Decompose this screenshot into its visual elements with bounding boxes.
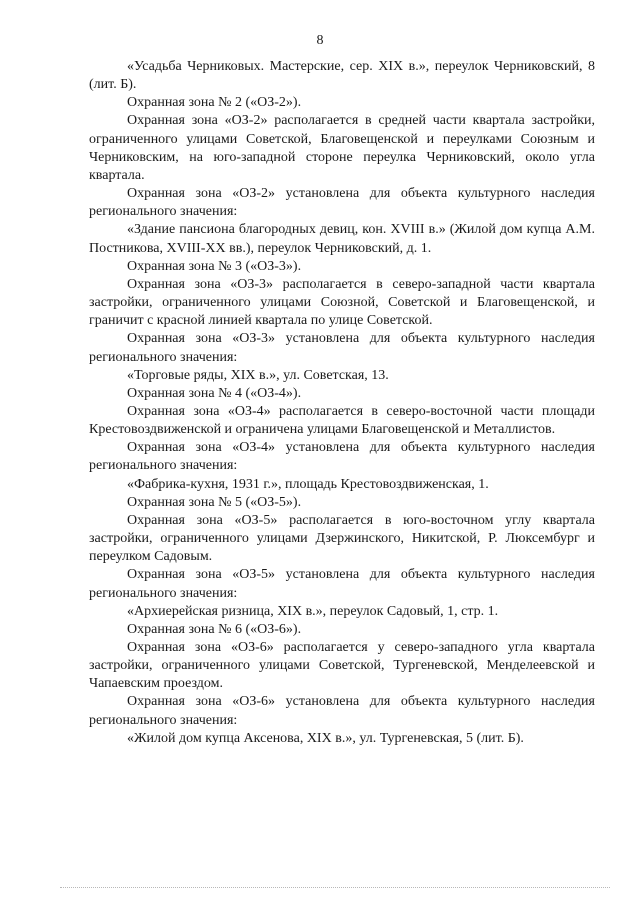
scan-artifact-line: [60, 887, 610, 890]
paragraph: Охранная зона «ОЗ-3» располагается в северо-западной части квартала застройки, ограниченного улицами Союзной, Советской и Благовещенской, и граничит с красной линией квартала по улице Советской.: [89, 276, 595, 329]
paragraph: Охранная зона «ОЗ-6» располагается у северо-западного угла квартала застройки, ограниченного улицами Советской, Тургеневской, Менделеевской и Чапаевским проездом.: [89, 640, 595, 692]
paragraph: Охранная зона № 5 («ОЗ-5»).: [127, 494, 302, 510]
paragraph: «Жилой дом купца Аксенова, XIX в.», ул. Тургеневская, 5 (лит. Б).: [127, 730, 524, 746]
paragraph: Охранная зона «ОЗ-4» располагается в северо-восточной части площади Крестовоздвиженской и ограничена улицами Благовещенской и Металлистов.: [89, 403, 595, 438]
paragraph: Охранная зона «ОЗ-3» установлена для объекта культурного наследия регионального значения:: [89, 331, 595, 365]
paragraph: Охранная зона «ОЗ-5» располагается в юго-восточном углу квартала застройки, ограниченного улицами Дзержинского, Никитской, Р. Люксембург и переулком Садовым.: [89, 512, 595, 565]
paragraph: «Здание пансиона благородных девиц, кон. XVIII в.» (Жилой дом купца А.М. Постникова, XVIII-XX вв.), переулок Черниковский, д. 1.: [89, 222, 595, 256]
paragraph: Охранная зона № 6 («ОЗ-6»).: [127, 621, 302, 637]
paragraph: Охранная зона «ОЗ-4» установлена для объекта культурного наследия регионального значения:: [89, 440, 595, 474]
page-number: 8: [316, 33, 324, 48]
paragraph: Охранная зона «ОЗ-5» установлена для объекта культурного наследия регионального значения:: [89, 567, 595, 601]
paragraph: Охранная зона «ОЗ-2» установлена для объекта культурного наследия регионального значения:: [89, 186, 595, 220]
paragraph: Охранная зона «ОЗ-2» располагается в средней части квартала застройки, ограниченного улицами Советской, Благовещенской и переулками Союзным и Черниковским, на юго-западной стороне переулка Черниковский, около угла квартала.: [89, 113, 595, 183]
paragraph: «Фабрика-кухня, 1931 г.», площадь Крестовоздвиженская, 1.: [127, 476, 489, 492]
document-body: [89, 58, 595, 748]
paragraph: Охранная зона № 4 («ОЗ-4»).: [127, 385, 302, 401]
paragraph: Охранная зона № 3 («ОЗ-3»).: [127, 258, 302, 274]
paragraph: «Архиерейская ризница, XIX в.», переулок Садовый, 1, стр. 1.: [127, 603, 499, 619]
paragraph: Охранная зона «ОЗ-6» установлена для объекта культурного наследия регионального значения:: [89, 694, 595, 728]
paragraph: «Усадьба Черниковых. Мастерские, сер. XIX в.», переулок Черниковский, 8 (лит. Б).: [89, 59, 595, 93]
paragraph: «Торговые ряды, XIX в.», ул. Советская, 13.: [127, 367, 389, 383]
paragraph: Охранная зона № 2 («ОЗ-2»).: [127, 95, 302, 111]
